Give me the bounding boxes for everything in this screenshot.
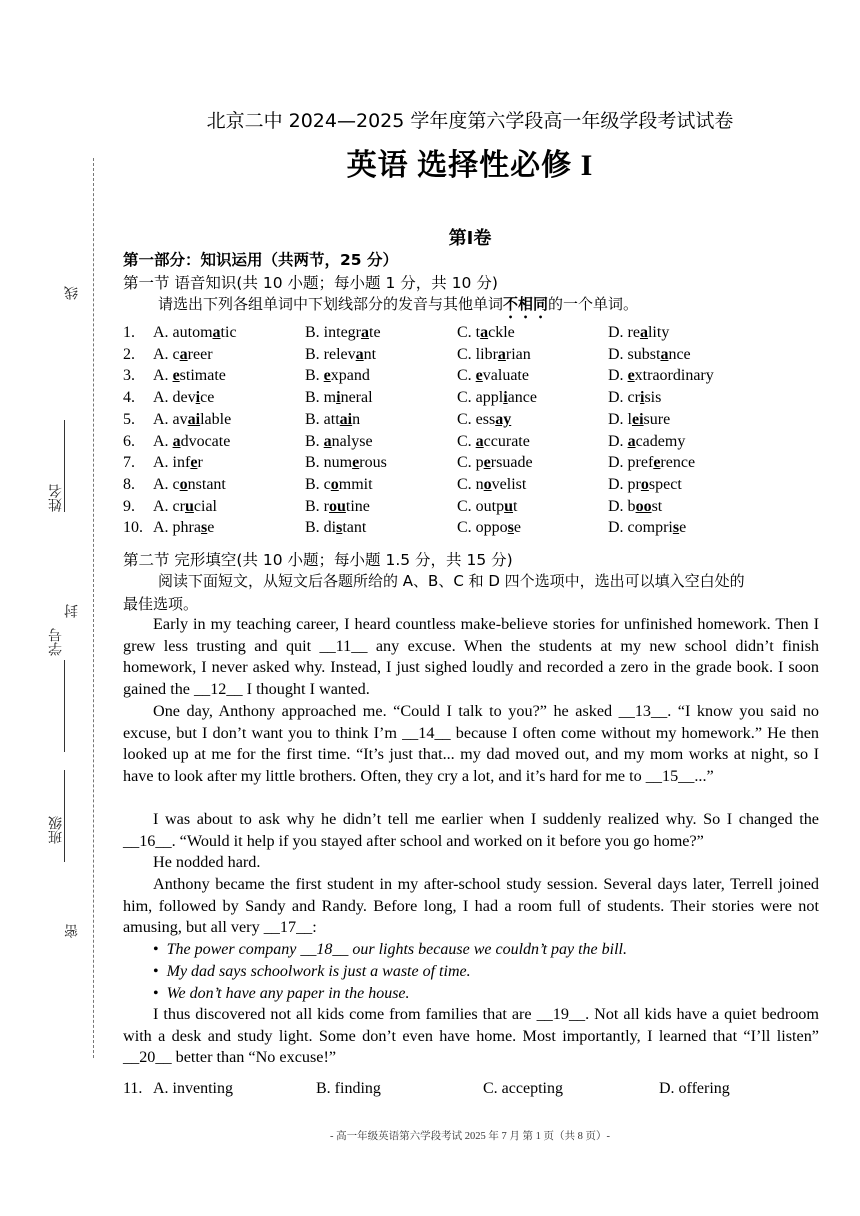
question-number: 9. <box>123 497 135 515</box>
option-d <box>608 452 695 474</box>
margin-label-xian: 线 <box>64 286 80 300</box>
underlined-letters: a <box>361 324 369 341</box>
option-d <box>608 496 662 518</box>
underlined-letters: ai <box>187 410 201 428</box>
word-part: B. m <box>305 389 337 407</box>
word-part: neral <box>340 389 373 407</box>
word-part: tant <box>342 519 367 537</box>
passage-paragraph-4: He nodded hard. <box>153 853 261 871</box>
section2-instruction-line1: 阅读下面短文，从短文后各题所给的 A、B、C 和 D 四个选项中，选出可以填入空白处的 <box>158 572 745 590</box>
word-part: B. <box>305 367 324 385</box>
word-part: B. r <box>305 497 329 515</box>
underlined-letters: a <box>475 432 484 450</box>
phonetics-question-3 <box>123 365 823 387</box>
cloze-question-11 <box>123 1078 823 1100</box>
word-part: A. c <box>153 345 180 363</box>
page-footer: - 高一年级英语第六学段考试 2025 年 7 月 第 1 页（共 8 页）- <box>330 1131 610 1142</box>
option-a <box>153 387 214 409</box>
word-part: C. n <box>457 475 484 493</box>
phonetics-question-1 <box>123 322 823 344</box>
word-part: dvocate <box>180 432 231 450</box>
word-part: cial <box>193 497 217 515</box>
option-d <box>608 387 661 409</box>
word-part: xtraordinary <box>634 367 714 385</box>
word-part: e <box>679 519 687 537</box>
question-number: 2. <box>123 345 135 363</box>
margin-label-student-id: 学号 <box>48 628 64 656</box>
word-part: A. <box>153 432 173 450</box>
option-c <box>457 387 537 409</box>
subject-title: 英语 选择性必修 I <box>346 149 594 182</box>
word-part: B. c <box>305 475 331 493</box>
question-number: 10. <box>123 519 143 537</box>
word-part: B. att <box>305 410 340 428</box>
option-a <box>153 431 230 453</box>
margin-label-feng: 封 <box>64 604 80 618</box>
option-c <box>457 365 529 387</box>
word-part: lity <box>647 324 670 341</box>
phonetics-question-4 <box>123 387 823 409</box>
underlined-letters: o <box>483 475 492 493</box>
option-b <box>305 365 370 387</box>
word-part: D. <box>608 432 628 450</box>
word-part: e <box>513 519 522 537</box>
word-part: C. appl <box>457 389 504 407</box>
option-a <box>153 322 237 344</box>
word-part: C. ess <box>457 410 496 428</box>
volume-title: 第Ⅰ卷 <box>448 228 492 249</box>
instruction-emphasis: 不相同 <box>503 295 549 313</box>
margin-label-name: 姓名 <box>48 484 64 512</box>
option-b <box>305 517 366 539</box>
underlined-letters: e <box>475 367 483 385</box>
binding-margin-line <box>93 158 94 1058</box>
section2-instruction-line2: 最佳选项。 <box>123 595 199 613</box>
word-part: B. di <box>305 519 337 537</box>
word-part: t <box>513 497 518 515</box>
option-a <box>153 452 203 474</box>
word-part: sis <box>644 389 662 407</box>
underlined-letters: o <box>330 475 339 493</box>
word-part: B. relev <box>305 345 356 363</box>
word-part: nce <box>668 345 691 363</box>
question-number: 1. <box>123 324 135 341</box>
underlined-letters: o <box>179 475 188 493</box>
underlined-letters: i <box>336 389 341 407</box>
question-number: 5. <box>123 410 135 428</box>
option-a <box>153 496 217 518</box>
question-number: 3. <box>123 367 135 385</box>
option-a <box>153 365 226 387</box>
option-c <box>457 452 533 474</box>
word-part: A. autom <box>153 324 213 341</box>
word-part: n <box>352 410 361 428</box>
underlined-letters: i <box>195 389 201 407</box>
word-part: spect <box>648 475 682 493</box>
section1-instruction <box>158 294 638 322</box>
option-d <box>608 365 714 387</box>
exam-title: 北京二中 2024—2025 学年度第六学段高一年级学段考试试卷 <box>206 110 734 132</box>
margin-label-mi: 密 <box>64 924 80 938</box>
word-part: B. integr <box>305 324 361 341</box>
underlined-letters: e <box>172 367 180 385</box>
word-part: D. compri <box>608 519 673 537</box>
word-part: cademy <box>635 432 686 450</box>
phonetics-question-6 <box>123 431 823 453</box>
underlined-letters: e <box>653 454 661 472</box>
phonetics-question-2 <box>123 344 823 366</box>
word-part: C. p <box>457 454 484 472</box>
underlined-letters: i <box>503 389 508 407</box>
option-b: B. finding <box>316 1080 381 1097</box>
question-number: 8. <box>123 475 135 493</box>
passage-paragraph-6: I thus discovered not all kids come from families that are __19__. Not all kids have a quiet bedroom with a desk and study light. Some don’t even have home. Most importantly, I learned that “I’ll listen” __20__ better than “No excuse!” <box>123 1005 819 1067</box>
word-part: mmit <box>338 475 373 493</box>
option-a <box>153 409 231 431</box>
phonetics-question-9 <box>123 496 823 518</box>
underlined-letters: a <box>323 432 332 450</box>
word-part: D. pref <box>608 454 654 472</box>
word-part: tic <box>220 324 237 341</box>
word-part: A. cr <box>153 497 185 515</box>
option-c <box>457 409 511 431</box>
instruction-text: 请选出下列各组单词中下划线部分的发音与其他单词 <box>158 295 504 313</box>
word-part: te <box>369 324 381 341</box>
underlined-letters: ou <box>329 497 346 515</box>
underlined-letters: e <box>190 454 198 472</box>
option-c: C. accepting <box>483 1080 563 1097</box>
word-part: ance <box>507 389 537 407</box>
word-part: ce <box>200 389 215 407</box>
passage-paragraph-5: Anthony became the first student in my after-school study session. Several days later, Terrell joined him, followed by Sandy and Randy. Before long, I had a room full of students. Their stories were not amusing, but all very __17__: <box>123 875 819 937</box>
word-part: D. subst <box>608 345 661 363</box>
underlined-letters: e <box>483 454 491 472</box>
phonetics-question-8 <box>123 474 823 496</box>
word-part: A. dev <box>153 389 196 407</box>
underlined-letters: a <box>480 324 489 341</box>
word-part: st <box>651 497 663 515</box>
word-part: ckle <box>488 324 515 341</box>
option-b <box>305 474 373 496</box>
option-c <box>457 474 526 496</box>
word-part: stimate <box>179 367 226 385</box>
underlined-letters: s <box>507 519 514 537</box>
bullet-text: We don’t have any paper in the house. <box>166 985 410 1002</box>
word-part: rsuade <box>490 454 533 472</box>
option-a: A. inventing <box>153 1080 233 1097</box>
phonetics-question-10 <box>123 517 823 539</box>
underlined-letters: a <box>627 432 636 450</box>
option-b <box>305 409 360 431</box>
option-b <box>305 452 387 474</box>
bullet-item: • We don’t have any paper in the house. <box>153 985 410 1002</box>
underlined-letters: i <box>639 389 645 407</box>
option-b <box>305 322 381 344</box>
passage-paragraph-2: One day, Anthony approached me. “Could I talk to you?” he asked __13__. “I know you said no excuse, but I don’t want you to think I’m __14__ because I often come without my homework.” He then looked up at me for the first time. “It’s just that... my dad moved out, and my mom works at night, so I have to look after my little brothers. Often, they cry a lot, and it’s hard for me to __15__...” <box>123 702 819 785</box>
underlined-letters: ai <box>339 410 353 428</box>
option-d <box>608 322 669 344</box>
question-number: 7. <box>123 454 135 472</box>
underlined-letters: a <box>172 432 181 450</box>
word-part: nt <box>363 345 377 363</box>
option-d <box>608 431 685 453</box>
word-part: B. num <box>305 454 353 472</box>
underlined-letters: a <box>639 324 648 341</box>
phonetics-question-7 <box>123 452 823 474</box>
option-b <box>305 496 370 518</box>
word-part: velist <box>491 475 527 493</box>
underlined-letters: oo <box>635 497 652 515</box>
underlined-letters: o <box>640 475 649 493</box>
word-part: sure <box>643 410 671 428</box>
word-part: D. pr <box>608 475 641 493</box>
word-part: C. outp <box>457 497 505 515</box>
word-part: A. inf <box>153 454 191 472</box>
word-part: D. re <box>608 324 640 341</box>
question-number: 6. <box>123 432 135 450</box>
bullet-text: The power company __18__ our lights because we couldn’t pay the bill. <box>166 941 627 958</box>
word-part: A. phra <box>153 519 201 537</box>
word-part: tine <box>345 497 370 515</box>
word-part: D. <box>608 367 628 385</box>
option-d <box>608 344 691 366</box>
phonetics-question-5 <box>123 409 823 431</box>
word-part: nstant <box>187 475 226 493</box>
option-c <box>457 344 531 366</box>
underlined-letters: ei <box>632 410 644 428</box>
word-part: C. libr <box>457 345 498 363</box>
question-number: 11. <box>123 1080 143 1097</box>
word-part: A. <box>153 367 173 385</box>
word-part: rian <box>505 345 531 363</box>
margin-label-class: 班级 <box>48 816 64 844</box>
option-b <box>305 387 373 409</box>
bullet-text: My dad says schoolwork is just a waste of time. <box>166 963 471 980</box>
underlined-letters: a <box>212 324 221 341</box>
underlined-letters: s <box>200 519 208 537</box>
word-part: lable <box>200 410 232 428</box>
underlined-letters: u <box>504 497 514 515</box>
underlined-letters: e <box>627 367 635 385</box>
word-part: D. l <box>608 410 632 428</box>
option-a <box>153 474 226 496</box>
option-d <box>608 517 686 539</box>
option-c <box>457 431 530 453</box>
option-b <box>305 344 376 366</box>
section1-heading: 第一节 语音知识(共 10 小题；每小题 1 分，共 10 分) <box>123 274 498 292</box>
word-part: nalyse <box>331 432 373 450</box>
passage-paragraph-3: I was about to ask why he didn’t tell me earlier when I suddenly realized why. So I changed the __16__. “Would it help if you stayed after school and worked on it before you go home?” <box>123 810 819 850</box>
word-part: r <box>197 454 203 472</box>
passage-paragraph-1: Early in my teaching career, I heard countless make-believe stories for unfinished homework. Then I grew less trusting and quit __11__ any excuse. When the students at my new school didn’t finish homework, I never asked why. Instead, I just sighed loudly and recorded a zero in the grade book. I soon gained the __12__ I thought I wanted. <box>123 615 819 698</box>
option-d <box>608 474 682 496</box>
underlined-letters: e <box>352 454 360 472</box>
underlined-letters: e <box>323 367 331 385</box>
underlined-letters: a <box>179 345 188 363</box>
option-d: D. offering <box>659 1080 730 1097</box>
word-part: C. oppo <box>457 519 508 537</box>
underlined-letters: a <box>355 345 364 363</box>
word-part: A. c <box>153 475 180 493</box>
option-c <box>457 517 521 539</box>
word-part: rous <box>359 454 387 472</box>
part1-heading: 第一部分：知识运用（共两节，25 分） <box>123 251 398 269</box>
bullet-item: • The power company __18__ our lights because we couldn’t pay the bill. <box>153 941 627 958</box>
option-a <box>153 344 213 366</box>
word-part: A. av <box>153 410 188 428</box>
word-part: D. b <box>608 497 636 515</box>
word-part: ccurate <box>483 432 530 450</box>
underlined-letters: a <box>660 345 669 363</box>
word-part: B. <box>305 432 324 450</box>
word-part: xpand <box>330 367 370 385</box>
word-part: D. cr <box>608 389 640 407</box>
option-d <box>608 409 670 431</box>
underlined-letters: a <box>497 345 506 363</box>
section2-heading: 第二节 完形填空(共 10 小题；每小题 1.5 分，共 15 分) <box>123 551 513 569</box>
word-part: rence <box>660 454 696 472</box>
option-c <box>457 496 517 518</box>
question-number: 4. <box>123 389 135 407</box>
option-a <box>153 517 214 539</box>
underlined-letters: ay <box>495 410 512 428</box>
word-part: e <box>207 519 215 537</box>
word-part: C. t <box>457 324 481 341</box>
option-b <box>305 431 373 453</box>
word-part: reer <box>187 345 213 363</box>
word-part: valuate <box>482 367 529 385</box>
word-part: C. <box>457 432 476 450</box>
underlined-letters: s <box>672 519 680 537</box>
word-part: C. <box>457 367 476 385</box>
underlined-letters: u <box>184 497 194 515</box>
underlined-letters: s <box>336 519 343 537</box>
student-id-field-line <box>64 660 65 752</box>
instruction-text-end: 的一个单词。 <box>548 295 639 313</box>
bullet-item: • My dad says schoolwork is just a waste of time. <box>153 963 471 980</box>
option-c <box>457 322 515 344</box>
